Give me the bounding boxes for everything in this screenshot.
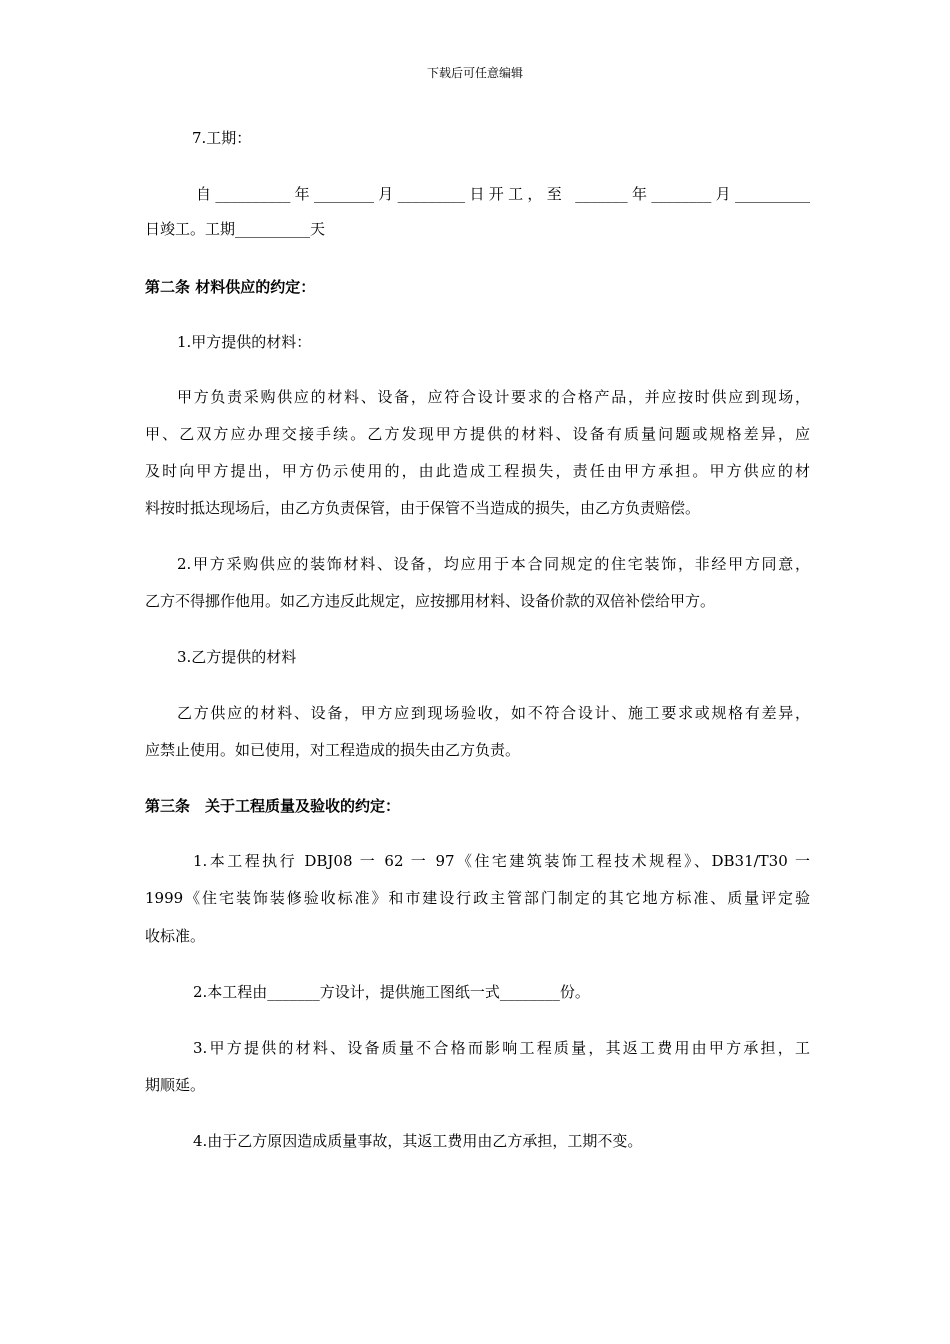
page-header: 下载后可任意编辑 xyxy=(426,66,523,80)
clause-7-title: 7.工期： xyxy=(192,129,252,147)
item-3-para-line-1: 乙方供应的材料、设备，甲方应到现场验收，如不符合设计、施工要求或规格有差异， xyxy=(177,704,810,722)
quality-item-3-line-2: 期顺延。 xyxy=(145,1076,206,1094)
item-1-para-line-1: 甲方负责采购供应的材料、设备，应符合设计要求的合格产品，并应按时供应到现场， xyxy=(177,388,810,406)
quality-item-1-line-1: 1.本工程执行 DBJ08 一 62 一 97《住宅建筑装饰工程技术规程》、DB31/T30 一 xyxy=(193,852,810,870)
item-1-para-line-2: 甲、乙双方应办理交接手续。乙方发现甲方提供的材料、设备有质量问题或规格差异，应 xyxy=(145,425,810,443)
item-3-title: 3.乙方提供的材料 xyxy=(177,648,297,666)
article-2-heading: 第二条 材料供应的约定： xyxy=(145,278,316,296)
quality-item-1-line-3: 收标准。 xyxy=(145,927,206,945)
item-3-para-line-2: 应禁止使用。如已使用，对工程造成的损失由乙方负责。 xyxy=(145,741,521,759)
item-2-line-1: 2.甲方采购供应的装饰材料、设备，均应用于本合同规定的住宅装饰，非经甲方同意， xyxy=(177,555,810,573)
article-3-heading: 第三条 关于工程质量及验收的约定： xyxy=(145,797,401,815)
quality-item-3-line-1: 3.甲方提供的材料、设备质量不合格而影响工程质量，其返工费用由甲方承担，工 xyxy=(193,1039,810,1057)
schedule-line-1: 自__________年________月_________日开工，至 _______年________月__________ xyxy=(196,185,810,203)
item-1-para-line-4: 料按时抵达现场后，由乙方负责保管，由于保管不当造成的损失，由乙方负责赔偿。 xyxy=(145,499,701,517)
item-1-para-line-3: 及时向甲方提出，甲方仍示使用的，由此造成工程损失，责任由甲方承担。甲方供应的材 xyxy=(145,462,810,480)
quality-item-4: 4.由于乙方原因造成质量事故，其返工费用由乙方承担，工期不变。 xyxy=(193,1132,643,1150)
quality-item-2: 2.本工程由_______方设计，提供施工图纸一式________份。 xyxy=(193,983,590,1001)
quality-item-1-line-2: 1999《住宅装饰装修验收标准》和市建设行政主管部门制定的其它地方标准、质量评定验 xyxy=(145,889,810,907)
item-1-title: 1.甲方提供的材料： xyxy=(177,333,312,351)
item-2-line-2: 乙方不得挪作他用。如乙方违反此规定，应按挪用材料、设备价款的双倍补偿给甲方。 xyxy=(145,592,716,610)
schedule-line-2: 日竣工。工期__________天 xyxy=(145,220,326,238)
